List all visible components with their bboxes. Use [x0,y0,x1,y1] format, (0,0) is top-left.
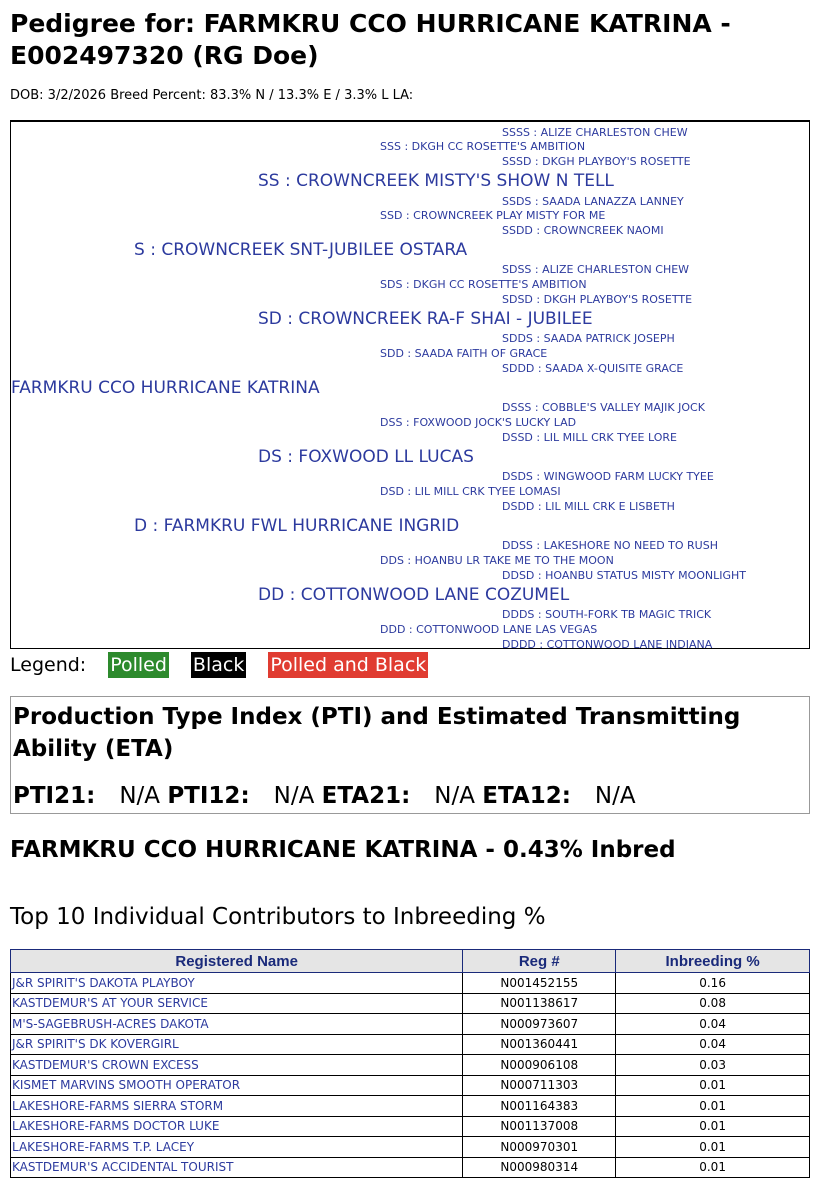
row-reg: N000980314 [463,1157,616,1178]
row-reg: N001452155 [463,973,616,994]
row-name-link[interactable]: LAKESHORE-FARMS SIERRA STORM [11,1096,463,1117]
row-pct: 0.03 [616,1055,810,1076]
table-row [11,1075,810,1096]
pedigree-dddd[interactable]: DDDD : COTTONWOOD LANE INDIANA [502,638,713,651]
table-row [11,993,810,1014]
pedigree-sdd[interactable]: SDD : SAADA FAITH OF GRACE [380,347,548,360]
row-reg: N001137008 [463,1116,616,1137]
pedigree-ss[interactable]: SS : CROWNCREEK MISTY'S SHOW N TELL [258,171,614,191]
pedigree-ssdd[interactable]: SSDD : CROWNCREEK NAOMI [502,224,664,237]
row-pct: 0.01 [616,1096,810,1117]
table-row [11,973,810,994]
pedigree-sddd[interactable]: SDDD : SAADA X-QUISITE GRACE [502,362,684,375]
pedigree-sssd[interactable]: SSSD : DKGH PLAYBOY'S ROSETTE [502,155,691,168]
table-row [11,1014,810,1035]
pedigree-chart [10,120,810,649]
legend-polled-and-black: Polled and Black [270,654,427,676]
pedigree-dds[interactable]: DDS : HOANBU LR TAKE ME TO THE MOON [380,554,614,567]
row-pct: 0.04 [616,1034,810,1055]
pti21-label: PTI21: [13,783,96,809]
pedigree-dsds[interactable]: DSDS : WINGWOOD FARM LUCKY TYEE [502,470,714,483]
inbreeding-contributors-table [10,949,810,1178]
row-name-link[interactable]: J&R SPIRIT'S DK KOVERGIRL [11,1034,463,1055]
row-pct: 0.01 [616,1075,810,1096]
row-name-link[interactable]: KASTDEMUR'S CROWN EXCESS [11,1055,463,1076]
pedigree-ddss[interactable]: DDSS : LAKESHORE NO NEED TO RUSH [502,539,718,552]
pti-eta-panel [10,696,810,814]
inbred-heading: FARMKRU CCO HURRICANE KATRINA - 0.43% Inbred [10,837,676,863]
dob-breed-line: DOB: 3/2/2026 Breed Percent: 83.3% N / 13.3% E / 3.3% L LA: [10,88,414,103]
row-pct: 0.01 [616,1137,810,1158]
pedigree-dss[interactable]: DSS : FOXWOOD JOCK'S LUCKY LAD [380,416,577,429]
pedigree-subject[interactable]: FARMKRU CCO HURRICANE KATRINA [11,378,320,398]
pedigree-ddsd[interactable]: DDSD : HOANBU STATUS MISTY MOONLIGHT [502,569,747,582]
pedigree-sdds[interactable]: SDDS : SAADA PATRICK JOSEPH [502,332,675,345]
pedigree-ddds[interactable]: DDDS : SOUTH-FORK TB MAGIC TRICK [502,608,712,621]
row-reg: N001164383 [463,1096,616,1117]
row-name-link[interactable]: KASTDEMUR'S AT YOUR SERVICE [11,993,463,1014]
pti21-value: N/A [119,783,161,809]
pedigree-dssd[interactable]: DSSD : LIL MILL CRK TYEE LORE [502,431,677,444]
eta12-value: N/A [594,783,636,809]
table-row [11,1137,810,1158]
row-name-link[interactable]: KISMET MARVINS SMOOTH OPERATOR [11,1075,463,1096]
pedigree-dd[interactable]: DD : COTTONWOOD LANE COZUMEL [258,585,570,605]
table-row [11,1157,810,1178]
pedigree-ssd[interactable]: SSD : CROWNCREEK PLAY MISTY FOR ME [380,209,606,222]
legend [10,652,450,678]
col-reg-number[interactable]: Reg # [463,950,616,973]
pti12-value: N/A [273,783,315,809]
table-row [11,1055,810,1076]
pedigree-dsd[interactable]: DSD : LIL MILL CRK TYEE LOMASI [380,485,561,498]
row-pct: 0.04 [616,1014,810,1035]
row-reg: N000906108 [463,1055,616,1076]
row-pct: 0.16 [616,973,810,994]
pedigree-dsdd[interactable]: DSDD : LIL MILL CRK E LISBETH [502,500,675,513]
table-row [11,1096,810,1117]
pedigree-ssds[interactable]: SSDS : SAADA LANAZZA LANNEY [502,195,684,208]
col-inbreeding-pct[interactable]: Inbreeding % [616,950,810,973]
eta12-label: ETA12: [482,783,571,809]
pedigree-dam[interactable]: D : FARMKRU FWL HURRICANE INGRID [134,516,460,536]
eta21-value: N/A [434,783,475,809]
pti-eta-values [13,783,636,809]
row-reg: N000973607 [463,1014,616,1035]
row-pct: 0.01 [616,1116,810,1137]
row-name-link[interactable]: J&R SPIRIT'S DAKOTA PLAYBOY [11,973,463,994]
row-name-link[interactable]: KASTDEMUR'S ACCIDENTAL TOURIST [11,1157,463,1178]
row-pct: 0.08 [616,993,810,1014]
row-pct: 0.01 [616,1157,810,1178]
row-name-link[interactable]: M'S-SAGEBRUSH-ACRES DAKOTA [11,1014,463,1035]
table-header-row [11,950,810,973]
row-reg: N000970301 [463,1137,616,1158]
legend-black: Black [192,654,245,676]
legend-label: Legend: [10,654,87,676]
legend-polled: Polled [110,654,167,676]
pedigree-sdsd[interactable]: SDSD : DKGH PLAYBOY'S ROSETTE [502,293,693,306]
pedigree-ssss[interactable]: SSSS : ALIZE CHARLESTON CHEW [502,126,688,139]
row-name-link[interactable]: LAKESHORE-FARMS DOCTOR LUKE [11,1116,463,1137]
pedigree-sdss[interactable]: SDSS : ALIZE CHARLESTON CHEW [502,263,690,276]
row-name-link[interactable]: LAKESHORE-FARMS T.P. LACEY [11,1137,463,1158]
pti-eta-title: Production Type Index (PTI) and Estimated Transmitting Ability (ETA) [13,704,741,762]
pedigree-ds[interactable]: DS : FOXWOOD LL LUCAS [258,447,474,467]
table-row [11,1034,810,1055]
pedigree-dsss[interactable]: DSSS : COBBLE'S VALLEY MAJIK JOCK [502,401,705,414]
table-row [11,1116,810,1137]
pedigree-sss[interactable]: SSS : DKGH CC ROSETTE'S AMBITION [380,140,586,153]
pedigree-ddd[interactable]: DDD : COTTONWOOD LANE LAS VEGAS [380,623,598,636]
page-title: Pedigree for: FARMKRU CCO HURRICANE KATRINA - E002497320 (RG Doe) [10,9,731,70]
col-registered-name[interactable]: Registered Name [11,950,463,973]
row-reg: N001360441 [463,1034,616,1055]
pti12-label: PTI12: [167,783,250,809]
pedigree-sds[interactable]: SDS : DKGH CC ROSETTE'S AMBITION [380,278,587,291]
pedigree-sd[interactable]: SD : CROWNCREEK RA-F SHAI - JUBILEE [258,309,593,329]
top10-heading: Top 10 Individual Contributors to Inbreeding % [10,904,546,930]
eta21-label: ETA21: [321,783,411,809]
row-reg: N001138617 [463,993,616,1014]
pedigree-sire[interactable]: S : CROWNCREEK SNT-JUBILEE OSTARA [134,240,468,260]
row-reg: N000711303 [463,1075,616,1096]
